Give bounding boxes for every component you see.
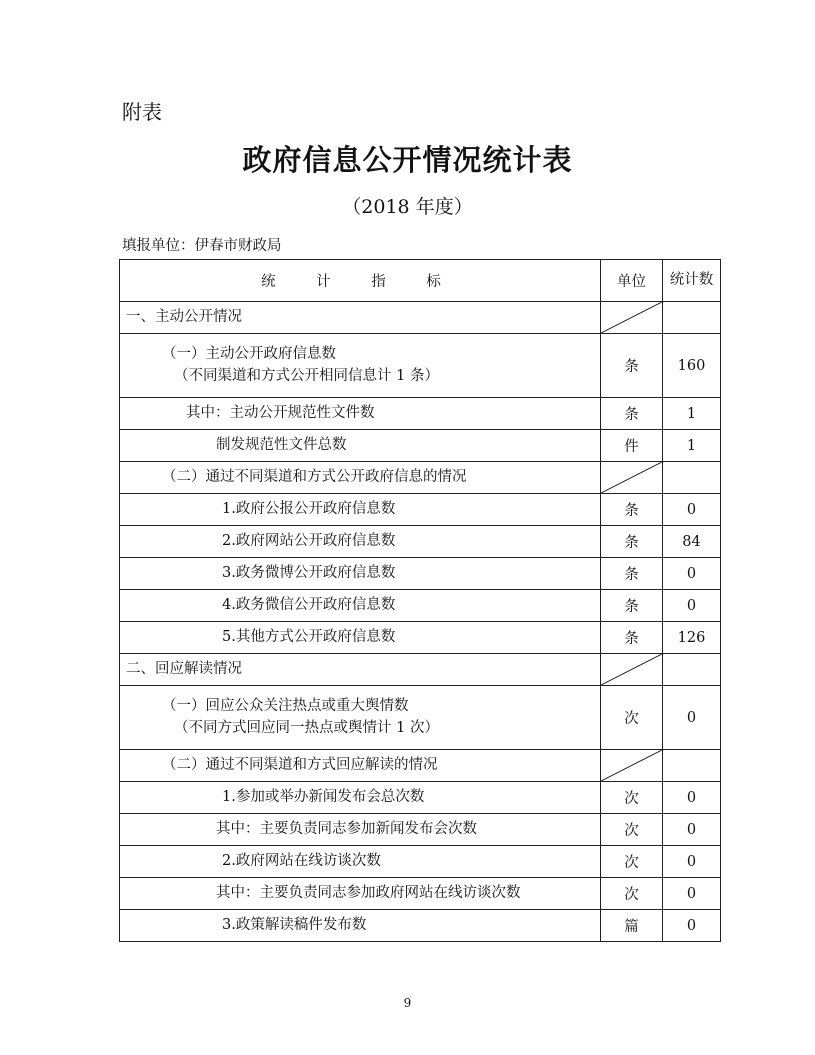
header-unit: 单位 bbox=[601, 260, 663, 302]
value-cell: 0 bbox=[663, 494, 721, 526]
unit-cell: 件 bbox=[601, 430, 663, 462]
indicator-cell bbox=[120, 334, 601, 398]
indicator-label: （二）通过不同渠道和方式回应解读的情况 bbox=[162, 756, 438, 773]
table-row bbox=[120, 590, 721, 622]
indicator-cell bbox=[120, 782, 601, 814]
unit-cell: 条 bbox=[601, 590, 663, 622]
header-indicator: 统 计 指 标 bbox=[120, 260, 601, 302]
table-row bbox=[120, 878, 721, 910]
indicator-label: 3.政策解读稿件发布数 bbox=[222, 916, 367, 933]
value-cell: 0 bbox=[663, 878, 721, 910]
table-row bbox=[120, 334, 721, 398]
table-body bbox=[120, 302, 721, 942]
page-number: 9 bbox=[403, 996, 412, 1010]
indicator-label: 一、主动公开情况 bbox=[126, 308, 242, 325]
indicator-label: 制发规范性文件总数 bbox=[216, 436, 347, 453]
unit-cell: 条 bbox=[601, 334, 663, 398]
year-subtitle: （2018 年度） bbox=[342, 196, 473, 218]
indicator-cell bbox=[120, 462, 601, 494]
value-cell: 0 bbox=[663, 782, 721, 814]
value-cell: 1 bbox=[663, 430, 721, 462]
table-row bbox=[120, 686, 721, 750]
table-header-row bbox=[120, 260, 721, 302]
indicator-label: （二）通过不同渠道和方式公开政府信息的情况 bbox=[162, 468, 467, 485]
table-row bbox=[120, 302, 721, 334]
unit-cell: 次 bbox=[601, 686, 663, 750]
table-row bbox=[120, 750, 721, 782]
indicator-label: 1.参加或举办新闻发布会总次数 bbox=[222, 788, 425, 805]
value-cell: 160 bbox=[663, 334, 721, 398]
indicator-label: 其中：主要负责同志参加政府网站在线访谈次数 bbox=[216, 884, 521, 901]
unit-cell: 条 bbox=[601, 398, 663, 430]
indicator-cell bbox=[120, 430, 601, 462]
diagonal-slash-icon bbox=[601, 750, 662, 781]
page-title: 政府信息公开情况统计表 bbox=[242, 143, 573, 177]
value-cell: 126 bbox=[663, 622, 721, 654]
unit-cell: 条 bbox=[601, 558, 663, 590]
indicator-label: 5.其他方式公开政府信息数 bbox=[222, 628, 396, 645]
indicator-cell bbox=[120, 910, 601, 942]
value-cell: 84 bbox=[663, 526, 721, 558]
indicator-label: 其中：主动公开规范性文件数 bbox=[186, 404, 375, 421]
value-cell-empty bbox=[663, 654, 721, 686]
unit-cell-diagonal bbox=[601, 654, 663, 686]
indicator-cell bbox=[120, 878, 601, 910]
indicator-label: 2.政府网站公开政府信息数 bbox=[222, 532, 396, 549]
indicator-label: 其中：主要负责同志参加新闻发布会次数 bbox=[216, 820, 477, 837]
indicator-cell bbox=[120, 590, 601, 622]
indicator-cell bbox=[120, 398, 601, 430]
table-row bbox=[120, 494, 721, 526]
indicator-label: 3.政务微博公开政府信息数 bbox=[222, 564, 396, 581]
indicator-cell bbox=[120, 846, 601, 878]
table-row bbox=[120, 814, 721, 846]
unit-cell-diagonal bbox=[601, 750, 663, 782]
unit-cell: 次 bbox=[601, 878, 663, 910]
table-row bbox=[120, 526, 721, 558]
reporting-unit: 填报单位：伊春市财政局 bbox=[122, 238, 282, 254]
indicator-cell bbox=[120, 526, 601, 558]
unit-cell-diagonal bbox=[601, 462, 663, 494]
value-cell: 0 bbox=[663, 910, 721, 942]
unit-cell: 次 bbox=[601, 846, 663, 878]
table-row bbox=[120, 910, 721, 942]
statistics-table bbox=[119, 259, 721, 942]
indicator-note: （不同渠道和方式公开相同信息计 1 条） bbox=[174, 367, 439, 384]
diagonal-slash-icon bbox=[601, 462, 662, 493]
indicator-label: 2.政府网站在线访谈次数 bbox=[222, 852, 381, 869]
unit-cell: 条 bbox=[601, 526, 663, 558]
value-cell-empty bbox=[663, 302, 721, 334]
value-cell-empty bbox=[663, 750, 721, 782]
unit-cell: 次 bbox=[601, 814, 663, 846]
value-cell-empty bbox=[663, 462, 721, 494]
indicator-cell bbox=[120, 686, 601, 750]
annex-label: 附表 bbox=[122, 100, 162, 124]
table-row bbox=[120, 558, 721, 590]
indicator-label: （一）回应公众关注热点或重大舆情数 bbox=[162, 698, 409, 715]
table-row bbox=[120, 398, 721, 430]
value-cell: 0 bbox=[663, 686, 721, 750]
indicator-cell bbox=[120, 622, 601, 654]
indicator-cell bbox=[120, 558, 601, 590]
indicator-label: 二、回应解读情况 bbox=[126, 660, 242, 677]
indicator-label: 1.政府公报公开政府信息数 bbox=[222, 500, 396, 517]
indicator-cell bbox=[120, 654, 601, 686]
header-value: 统计数 bbox=[663, 260, 721, 302]
table-row bbox=[120, 622, 721, 654]
value-cell: 1 bbox=[663, 398, 721, 430]
unit-cell: 次 bbox=[601, 782, 663, 814]
indicator-note: （不同方式回应同一热点或舆情计 1 次） bbox=[174, 719, 439, 736]
table-row bbox=[120, 462, 721, 494]
indicator-cell bbox=[120, 750, 601, 782]
value-cell: 0 bbox=[663, 846, 721, 878]
value-cell: 0 bbox=[663, 814, 721, 846]
table-row bbox=[120, 846, 721, 878]
unit-cell: 条 bbox=[601, 622, 663, 654]
indicator-cell bbox=[120, 814, 601, 846]
diagonal-slash-icon bbox=[601, 302, 662, 333]
indicator-cell bbox=[120, 494, 601, 526]
table-row bbox=[120, 782, 721, 814]
unit-cell: 篇 bbox=[601, 910, 663, 942]
diagonal-slash-icon bbox=[601, 654, 662, 685]
value-cell: 0 bbox=[663, 590, 721, 622]
indicator-cell bbox=[120, 302, 601, 334]
unit-cell-diagonal bbox=[601, 302, 663, 334]
table-row bbox=[120, 654, 721, 686]
unit-cell: 条 bbox=[601, 494, 663, 526]
value-cell: 0 bbox=[663, 558, 721, 590]
indicator-label: 4.政务微信公开政府信息数 bbox=[222, 596, 396, 613]
table-row bbox=[120, 430, 721, 462]
indicator-label: （一）主动公开政府信息数 bbox=[162, 346, 336, 363]
